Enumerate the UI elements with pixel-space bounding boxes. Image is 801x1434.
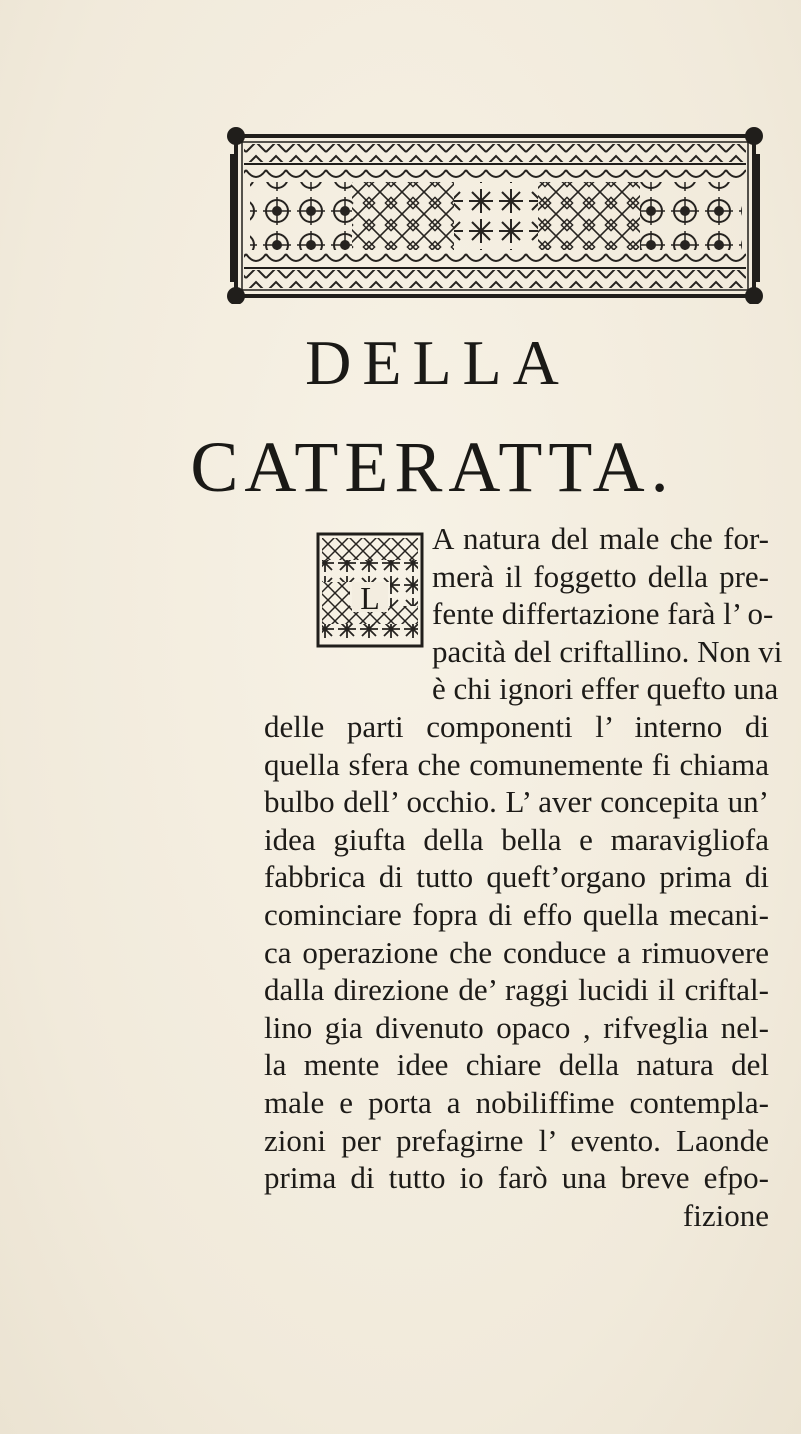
text-line: lino gia divenuto opaco , rifveglia nel- [264,1009,769,1045]
title-line-1: DELLA [305,327,570,398]
text-line: pacità del criftallino. Non vi [432,633,783,669]
text-line: dalla direzione de’ raggi lucidi il criftal- [264,972,769,1008]
decorative-headpiece-icon [226,126,764,304]
catchword: fizione [682,1197,769,1233]
text-line: bulbo dell’ occhio. L’ aver concepita un’ [264,784,769,820]
text-line: merà il foggetto della pre- [432,558,769,594]
text-line: male e porta a nobiliffime contempla- [264,1084,769,1120]
text-line: prima di tutto io farò una breve efpo- [264,1160,769,1196]
initial-letter: L [360,580,380,616]
text-line: fente differtazione farà l’ o- [432,596,774,632]
text-line: cominciare fopra di effo quella mecani- [264,896,769,932]
text-line: ca operazione che conduce a rimuovere [264,934,769,970]
text-line: A natura del male che for- [432,521,769,556]
text-line: fabbrica di tutto queft’organo prima di [264,859,769,895]
text-line: quella sfera che comunemente fi chiama [264,746,769,782]
text-line: la mente idee chiare della natura del [264,1047,769,1083]
text-line: è chi ignori effer quefto una [432,671,779,707]
title-line-2: CATERATTA. [190,427,675,507]
text-line: idea giufta della bella e maravigliofa [264,821,769,857]
text-line: zioni per prefagirne l’ evento. Laonde [264,1122,769,1158]
text-line: delle parti componenti l’ interno di [264,708,769,744]
body-text [264,520,783,1234]
